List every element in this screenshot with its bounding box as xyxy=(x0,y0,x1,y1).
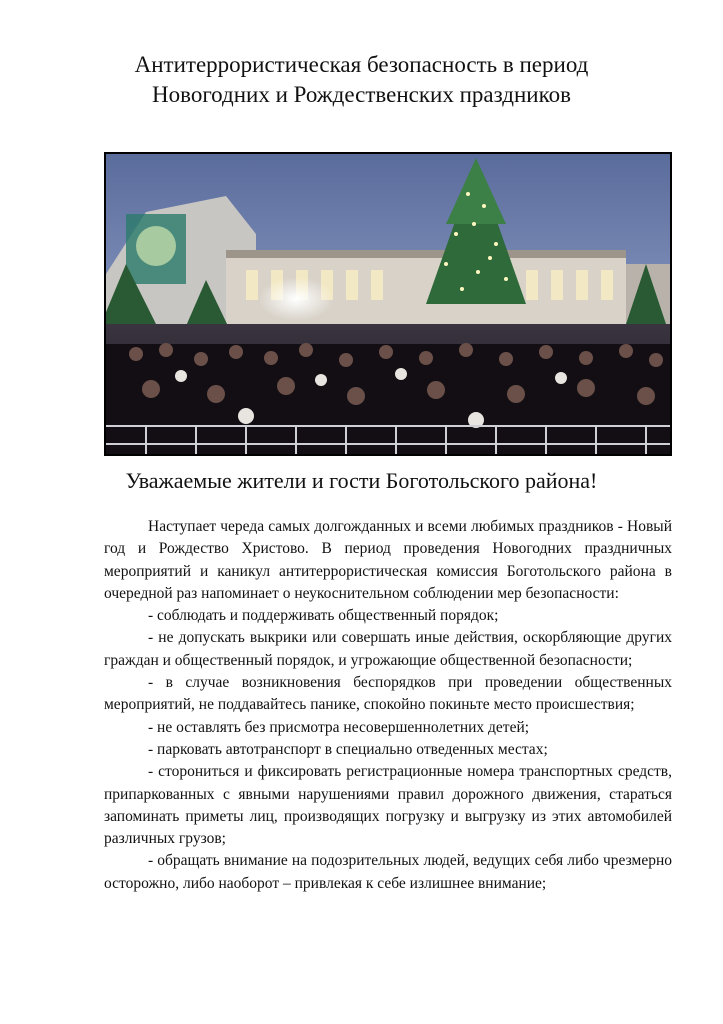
body-text xyxy=(104,516,672,895)
christmas-square-crowd-photo-icon xyxy=(106,154,670,454)
paragraph-item-3: - в случае возникновения беспорядков при проведении общественных мероприятий, не поддавайтесь панике, спокойно покиньте место происшествия; xyxy=(104,674,672,714)
paragraph-item-1: - соблюдать и поддерживать общественный порядок; xyxy=(148,607,499,625)
paragraph-item-2: - не допускать выкрики или совершать иные действия, оскорбляющие других граждан и общественный порядок, и угрожающие общественной безопасности; xyxy=(104,629,672,669)
paragraph-intro: Наступает череда самых долгожданных и всеми любимых праздников - Новый год и Рождество Христово. В период проведения Новогодних праздничных мероприятий и каникул антитеррористическая комиссия Боготольского района в очередной раз напоминает о неукоснительном соблюдении мер безопасности: xyxy=(104,518,672,602)
document-title-line-1: Антитеррористическая безопасность в период xyxy=(134,52,589,77)
paragraph-item-6: - сторониться и фиксировать регистрационные номера транспортных средств, припаркованных с явными нарушениями правил дорожного движения, стараться запоминать приметы лиц, производящих погрузку и выгрузку из этих автомобилей различных грузов; xyxy=(104,763,672,848)
christmas-square-photo xyxy=(104,152,672,456)
paragraph-item-5: - парковать автотранспорт в специально отведенных местах; xyxy=(148,740,548,758)
greeting-heading: Уважаемые жители и гости Боготольского района! xyxy=(125,468,598,493)
paragraph-item-4: - не оставлять без присмотра несовершеннолетних детей; xyxy=(148,718,530,736)
document-title-line-2: Новогодних и Рождественских праздников xyxy=(152,82,571,107)
document-title xyxy=(60,50,663,110)
paragraph-item-7: - обращать внимание на подозрительных людей, ведущих себя либо чрезмерно осторожно, либо наоборот – привлекая к себе излишнее внимание; xyxy=(104,852,672,892)
